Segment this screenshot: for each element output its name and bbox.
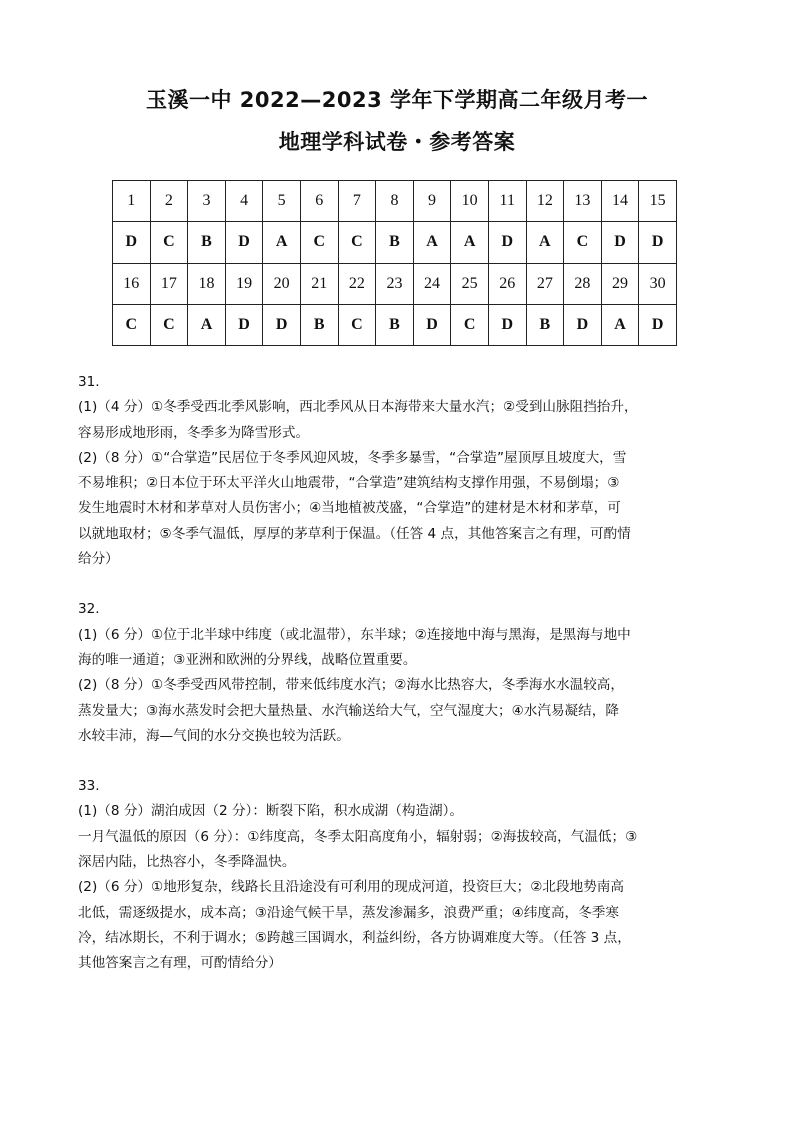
answer-letter: D xyxy=(564,304,602,345)
answer-line: (2)（6 分）①地形复杂，线路长且沿途没有可利用的现成河道，投资巨大；②北段地势南高 xyxy=(78,879,624,896)
question-number: 11 xyxy=(488,181,526,222)
question-number: 30 xyxy=(639,263,677,304)
answer-letter: D xyxy=(488,222,526,263)
answer-line: 蒸发量大；③海水蒸发时会把大量热量、水汽输送给大气，空气湿度大；④水汽易凝结，降 xyxy=(78,702,619,719)
question-31-number: 31. xyxy=(78,374,100,390)
question-number: 5 xyxy=(263,181,301,222)
question-number: 8 xyxy=(376,181,414,222)
question-number: 7 xyxy=(338,181,376,222)
answer-line: 其他答案言之有理，可酌情给分） xyxy=(78,955,282,972)
answer-line: (2)（8 分）①冬季受西风带控制，带来低纬度水汽；②海水比热容大，冬季海水水温较高， xyxy=(78,677,624,694)
answer-line: (1)（6 分）①位于北半球中纬度（或北温带），东半球；②连接地中海与黑海，是黑海与地中 xyxy=(78,626,631,643)
answer-letter: C xyxy=(300,222,338,263)
question-33-number: 33. xyxy=(78,778,100,795)
question-number: 23 xyxy=(376,263,414,304)
answer-letter: C xyxy=(150,222,188,263)
answer-letter: C xyxy=(338,304,376,345)
answer-line: (1)（4 分）①冬季受西北季风影响，西北季风从日本海带来大量水汽；②受到山脉阻挡抬升， xyxy=(78,399,638,416)
answer-line: 发生地震时木材和茅草对人员伤害小；④当地植被茂盛，“合掌造”的建材是木材和茅草，可 xyxy=(78,500,621,517)
answer-letter: D xyxy=(601,222,639,263)
answer-line: 北低，需逐级提水，成本高；③沿途气候干旱，蒸发渗漏多，浪费严重；④纬度高，冬季寒 xyxy=(78,904,619,921)
answer-letter: A xyxy=(263,222,301,263)
question-number: 22 xyxy=(338,263,376,304)
answer-letter: D xyxy=(488,304,526,345)
answer-letter: B xyxy=(376,222,414,263)
answer-letter: B xyxy=(300,304,338,345)
question-number: 10 xyxy=(451,181,489,222)
answer-line: 容易形成地形雨，冬季多为降雪形式。 xyxy=(78,424,310,441)
answer-letter: A xyxy=(451,222,489,263)
question-number: 18 xyxy=(188,263,226,304)
answer-line: 海的唯一通道；③亚洲和欧洲的分界线，战略位置重要。 xyxy=(78,651,417,668)
answer-letter: A xyxy=(413,222,451,263)
answer-letter: A xyxy=(526,222,564,263)
answer-line: 深居内陆，比热容小，冬季降温快。 xyxy=(78,854,296,871)
answer-line: 水较丰沛，海—气间的水分交换也较为活跃。 xyxy=(78,727,350,744)
answer-letter: A xyxy=(188,304,226,345)
question-number: 3 xyxy=(188,181,226,222)
answer-explanations xyxy=(78,370,726,977)
answer-letter: D xyxy=(225,222,263,263)
question-number: 16 xyxy=(113,263,151,304)
answer-letter: D xyxy=(639,222,677,263)
answer-table-row-answers-1 xyxy=(113,222,677,263)
answer-letter: D xyxy=(263,304,301,345)
answer-letter: C xyxy=(150,304,188,345)
answer-line: 以就地取材；⑤冬季气温低，厚厚的茅草利于保温。（任答 4 点，其他答案言之有理，可酌情 xyxy=(78,525,631,542)
exam-title: 玉溪一中 2022—2023 学年下学期高二年级月考一 xyxy=(145,88,648,112)
answer-letter: B xyxy=(376,304,414,345)
question-number: 12 xyxy=(526,181,564,222)
question-number: 13 xyxy=(564,181,602,222)
answer-letter: A xyxy=(601,304,639,345)
question-number: 20 xyxy=(263,263,301,304)
question-32-number: 32. xyxy=(78,601,100,618)
question-number: 1 xyxy=(113,181,151,222)
question-number: 29 xyxy=(601,263,639,304)
question-number: 21 xyxy=(300,263,338,304)
answer-letter: D xyxy=(639,304,677,345)
answer-line: 不易堆积；②日本位于环太平洋火山地震带，“合掌造”建筑结构支撑作用强，不易倒塌；③ xyxy=(78,475,620,492)
answer-line: 给分） xyxy=(78,551,119,568)
question-number: 2 xyxy=(150,181,188,222)
section-spacer xyxy=(78,572,726,597)
question-number: 4 xyxy=(225,181,263,222)
question-number: 17 xyxy=(150,263,188,304)
answer-letter: D xyxy=(225,304,263,345)
answer-letter: C xyxy=(338,222,376,263)
question-number: 27 xyxy=(526,263,564,304)
answer-table-row-answers-2 xyxy=(113,304,677,345)
question-number: 26 xyxy=(488,263,526,304)
answer-line: (1)（8 分）湖泊成因（2 分）：断裂下陷，积水成湖（构造湖）。 xyxy=(78,803,464,820)
answer-table xyxy=(112,180,677,346)
question-number: 9 xyxy=(413,181,451,222)
answer-letter: B xyxy=(526,304,564,345)
question-number: 19 xyxy=(225,263,263,304)
answer-letter: C xyxy=(564,222,602,263)
exam-subtitle: 地理学科试卷・参考答案 xyxy=(278,130,516,154)
question-number: 25 xyxy=(451,263,489,304)
question-number: 15 xyxy=(639,181,677,222)
answer-letter: B xyxy=(188,222,226,263)
answer-line: (2)（8 分）①“合掌造”民居位于冬季风迎风坡，冬季多暴雪，“合掌造”屋顶厚且坡度大，雪 xyxy=(78,449,627,466)
answer-line: 一月气温低的原因（6 分）：①纬度高，冬季太阳高度角小，辐射弱；②海拔较高，气温低；③ xyxy=(78,828,638,845)
answer-letter: C xyxy=(451,304,489,345)
answer-letter: D xyxy=(113,222,151,263)
question-number: 28 xyxy=(564,263,602,304)
question-number: 14 xyxy=(601,181,639,222)
section-spacer xyxy=(78,749,726,774)
answer-line: 冷，结冰期长，不利于调水；⑤跨越三国调水，利益纠纷，各方协调难度大等。（任答 3 点， xyxy=(78,929,631,946)
answer-table-row-numbers-1 xyxy=(113,181,677,222)
question-number: 6 xyxy=(300,181,338,222)
answer-letter: D xyxy=(413,304,451,345)
answer-letter: C xyxy=(113,304,151,345)
answer-table-row-numbers-2 xyxy=(113,263,677,304)
question-number: 24 xyxy=(413,263,451,304)
